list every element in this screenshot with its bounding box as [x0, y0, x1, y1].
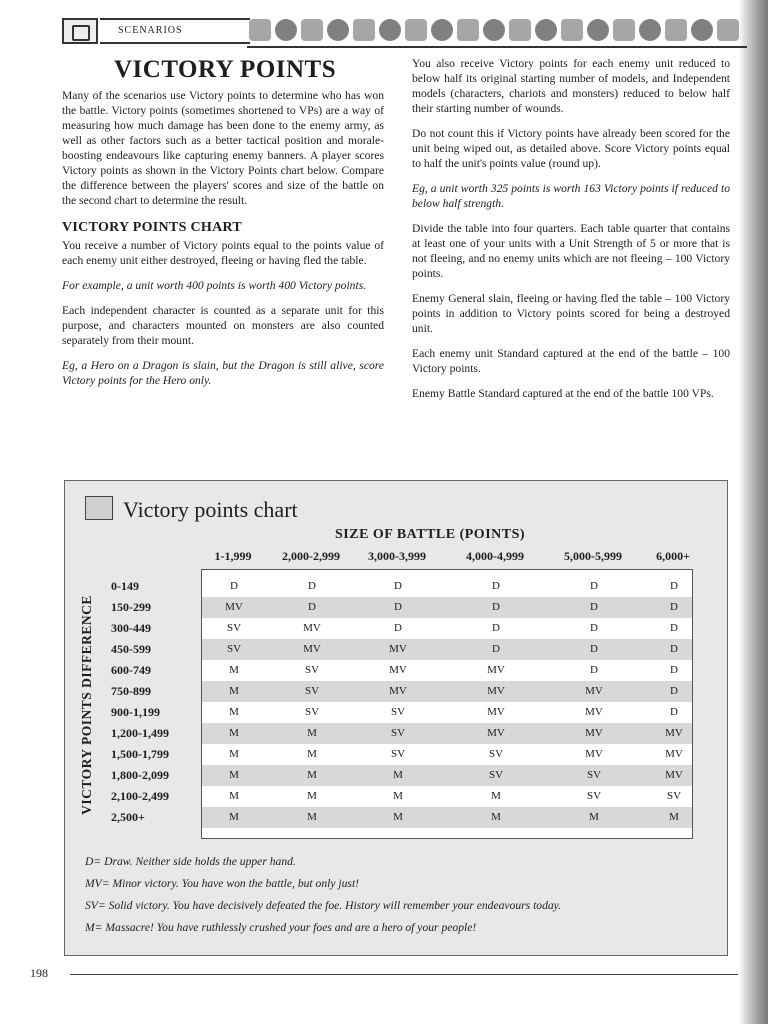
- column-header: 6,000+: [656, 549, 690, 563]
- result-cell: M: [229, 811, 239, 823]
- result-cell: D: [590, 580, 598, 592]
- result-cell: D: [670, 601, 678, 613]
- header-ornament: [247, 16, 747, 48]
- result-cell: MV: [585, 748, 603, 760]
- result-cell: MV: [303, 643, 321, 655]
- column-header: 3,000-3,999: [368, 549, 426, 563]
- result-cell: MV: [665, 748, 683, 760]
- table-row: [202, 681, 692, 702]
- page-number: 198: [30, 966, 48, 980]
- table-row: [202, 807, 692, 828]
- result-cell: M: [393, 790, 403, 802]
- legend-entry: MV= Minor victory. You have won the battle, but only just!: [85, 877, 360, 890]
- result-cell: M: [229, 706, 239, 718]
- result-cell: M: [307, 727, 317, 739]
- row-label: 300-449: [111, 621, 151, 635]
- result-cell: D: [670, 685, 678, 697]
- result-cell: M: [393, 769, 403, 781]
- row-label: 450-599: [111, 642, 151, 656]
- result-cell: M: [229, 769, 239, 781]
- result-cell: M: [669, 811, 679, 823]
- row-label: 0-149: [111, 579, 139, 593]
- result-cell: M: [229, 748, 239, 760]
- result-cell: D: [492, 601, 500, 613]
- row-label: 150-299: [111, 600, 151, 614]
- table-row: [202, 597, 692, 618]
- result-cell: SV: [304, 706, 320, 718]
- result-cell: M: [307, 748, 317, 760]
- result-cell: D: [492, 643, 500, 655]
- left-column: [62, 56, 384, 398]
- table-row: [202, 723, 692, 744]
- result-cell: M: [491, 790, 501, 802]
- result-cell: M: [229, 727, 239, 739]
- table-row: [202, 618, 692, 639]
- chart-legend: [85, 851, 715, 939]
- result-cell: MV: [585, 685, 603, 697]
- result-cell: MV: [585, 706, 603, 718]
- section-header: [62, 16, 742, 46]
- paragraph: Divide the table into four quarters. Each table quarter that contains at least one of your units with a Unit Strength of 5 or more that is not fleeing, and no enemy units which are not fleeing – 100 Victory points.: [412, 222, 730, 280]
- header-emblem-icon: [62, 18, 98, 44]
- page-edge-shadow: [738, 0, 768, 1024]
- result-cell: D: [670, 706, 678, 718]
- result-cell: MV: [303, 622, 321, 634]
- result-cell: SV: [390, 748, 406, 760]
- result-cell: MV: [225, 601, 243, 613]
- result-cell: SV: [488, 769, 504, 781]
- section-label: SCENARIOS: [100, 18, 250, 44]
- result-cell: SV: [666, 790, 682, 802]
- paragraph: You receive a number of Victory points equal to the points value of each enemy unit either destroyed, fleeing or having fled the table.: [62, 239, 384, 267]
- paragraph: You also receive Victory points for each enemy unit reduced to below half its original starting number of models, and Independent models (characters, chariots and monsters) reduced to below half their starting number of wounds.: [412, 57, 730, 115]
- result-cell: MV: [487, 664, 505, 676]
- result-cell: D: [492, 580, 500, 592]
- legend-entry: SV= Solid victory. You have decisively defeated the foe. History will remember your endeavours today.: [85, 899, 562, 912]
- result-cell: D: [670, 580, 678, 592]
- row-label: 2,100-2,499: [111, 789, 169, 803]
- page-title: VICTORY POINTS: [114, 56, 337, 83]
- result-cell: D: [670, 643, 678, 655]
- table-row: [202, 639, 692, 660]
- chart-title-text: Victory points chart: [123, 497, 298, 522]
- table-row: [202, 576, 692, 597]
- victory-points-chart: [64, 480, 728, 956]
- example-paragraph: Eg, a Hero on a Dragon is slain, but the Dragon is still alive, score Victory points for the Hero only.: [62, 359, 384, 387]
- row-label: 600-749: [111, 663, 151, 677]
- right-column: [412, 56, 730, 411]
- table-row: [202, 702, 692, 723]
- result-cell: M: [393, 811, 403, 823]
- result-cell: D: [394, 601, 402, 613]
- result-cell: MV: [665, 727, 683, 739]
- result-cell: D: [492, 622, 500, 634]
- paragraph: Each enemy unit Standard captured at the end of the battle – 100 Victory points.: [412, 347, 730, 375]
- row-label: 750-899: [111, 684, 151, 698]
- paragraph: Enemy General slain, fleeing or having fled the table – 100 Victory points in addition to Victory points scored for being a destroyed unit.: [412, 292, 730, 335]
- row-label: 2,500+: [111, 810, 145, 824]
- result-cell: MV: [389, 643, 407, 655]
- result-cell: M: [491, 811, 501, 823]
- column-header: 5,000-5,999: [564, 549, 622, 563]
- result-cell: D: [230, 580, 238, 592]
- row-label: 900-1,199: [111, 705, 160, 719]
- table-row: [202, 660, 692, 681]
- legend-entry: M= Massacre! You have ruthlessly crushed your foes and are a hero of your people!: [85, 921, 477, 934]
- paragraph: Enemy Battle Standard captured at the end of the battle 100 VPs.: [412, 387, 714, 400]
- result-cell: SV: [304, 685, 320, 697]
- chart-title: [85, 495, 298, 525]
- table-row: [202, 744, 692, 765]
- table-row: [202, 765, 692, 786]
- row-label: 1,200-1,499: [111, 726, 169, 740]
- row-label: 1,500-1,799: [111, 747, 169, 761]
- ship-icon: [85, 496, 113, 520]
- row-label: 1,800-2,099: [111, 768, 169, 782]
- result-cell: SV: [586, 769, 602, 781]
- table-row: [202, 786, 692, 807]
- example-paragraph: Eg, a unit worth 325 points is worth 163 Victory points if reduced to below half strength.: [412, 182, 730, 210]
- intro-paragraph: Many of the scenarios use Victory points to determine who has won the battle. Victory points (sometimes shortened to VPs) are a way of measuring how much damage has been done to the enemy army, as well as other factors such as a better tactical position and morale-boosting endeavours like capturing enemy banners. A player scores Victory points as shown in the Victory Points chart below. Compare the difference between the players' scores and size of the battle on the second chart to determine the result.: [62, 89, 384, 207]
- size-of-battle-heading: SIZE OF BATTLE (POINTS): [335, 527, 526, 542]
- column-headers: [199, 549, 719, 567]
- result-cell: D: [590, 622, 598, 634]
- result-cell: D: [394, 622, 402, 634]
- result-cell: MV: [665, 769, 683, 781]
- result-cell: SV: [226, 622, 242, 634]
- result-cell: M: [229, 790, 239, 802]
- result-cell: MV: [487, 685, 505, 697]
- result-cell: D: [308, 580, 316, 592]
- result-cell: SV: [586, 790, 602, 802]
- paragraph: Do not count this if Victory points have already been scored for the unit being wiped out, as detailed above. Score Victory points equal to half the unit's points value (round up).: [412, 127, 730, 170]
- row-axis-label: [77, 581, 97, 829]
- footer-rule: [70, 974, 738, 975]
- result-cell: M: [589, 811, 599, 823]
- column-header: 1-1,999: [214, 549, 252, 563]
- result-cell: SV: [390, 706, 406, 718]
- result-cell: D: [590, 601, 598, 613]
- result-cell: MV: [487, 706, 505, 718]
- result-cell: SV: [390, 727, 406, 739]
- result-cell: MV: [389, 685, 407, 697]
- result-cell: D: [670, 622, 678, 634]
- result-cell: M: [307, 811, 317, 823]
- result-cell: D: [394, 580, 402, 592]
- chart-subheading: VICTORY POINTS CHART: [62, 220, 243, 235]
- result-cell: D: [670, 664, 678, 676]
- result-cell: SV: [226, 643, 242, 655]
- result-cell: M: [229, 685, 239, 697]
- result-cell: SV: [488, 748, 504, 760]
- example-paragraph: For example, a unit worth 400 points is worth 400 Victory points.: [62, 279, 367, 292]
- result-cell: M: [307, 790, 317, 802]
- row-labels: [111, 576, 201, 828]
- column-header: 4,000-4,999: [466, 549, 524, 563]
- result-cell: SV: [304, 664, 320, 676]
- paragraph: Each independent character is counted as a separate unit for this purpose, and characters mounted on monsters are also counted separately from their mount.: [62, 304, 384, 347]
- column-header: 2,000-2,999: [282, 549, 340, 563]
- legend-entry: D= Draw. Neither side holds the upper hand.: [85, 855, 296, 868]
- result-cell: MV: [585, 727, 603, 739]
- result-cell: D: [308, 601, 316, 613]
- result-cell: MV: [389, 664, 407, 676]
- row-axis-label-text: VICTORY POINTS DIFFERENCE: [79, 595, 94, 815]
- result-grid: [201, 569, 693, 839]
- result-cell: M: [307, 769, 317, 781]
- result-cell: D: [590, 664, 598, 676]
- result-cell: M: [229, 664, 239, 676]
- result-cell: MV: [487, 727, 505, 739]
- result-cell: D: [590, 643, 598, 655]
